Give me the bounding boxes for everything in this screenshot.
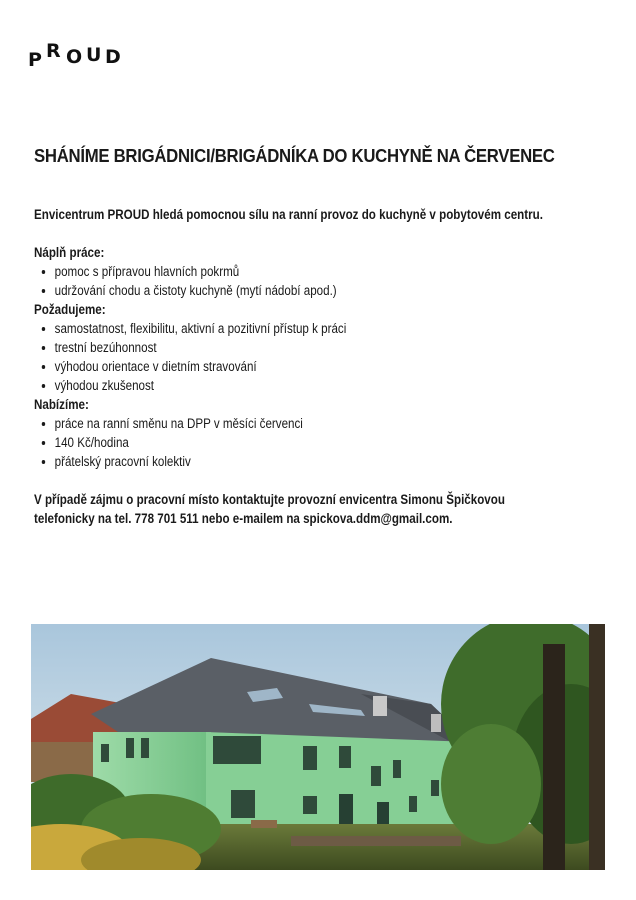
offer-list [34, 414, 559, 471]
contact-line-2: telefonicky na tel. 778 701 511 nebo e-mailem na spickova.ddm@gmail.com. [34, 511, 453, 526]
duties-list [34, 262, 559, 300]
list-item: • udržování chodu a čistoty kuchyně (mytí nádobí apod.) [55, 281, 559, 300]
window [409, 796, 417, 812]
list-item: • přátelský pracovní kolektiv [55, 452, 559, 471]
tree-trunk [589, 624, 605, 870]
section-duties [34, 243, 559, 300]
window [431, 780, 439, 796]
window [126, 738, 134, 758]
window [101, 744, 109, 762]
proud-logo [28, 40, 124, 70]
path [291, 836, 461, 846]
logo-letter: D [105, 46, 121, 68]
chimney [431, 714, 441, 732]
section-requirements [34, 300, 559, 395]
window [339, 746, 351, 768]
chimney [373, 696, 387, 716]
tree-canopy [441, 724, 541, 844]
intro-text: Envicentrum PROUD hledá pomocnou sílu na ranní provoz do kuchyně v pobytovém centru. [34, 207, 543, 222]
contact-line-1: V případě zájmu o pracovní místo kontaktujte provozní envicentra Simonu Špičkovou [34, 492, 505, 507]
window [231, 790, 255, 818]
section-offer [34, 395, 559, 471]
bench [251, 820, 277, 828]
list-item: • trestní bezúhonnost [55, 338, 559, 357]
logo-letter: R [46, 40, 61, 62]
door [339, 794, 353, 828]
contact-text [34, 490, 559, 528]
window [141, 738, 149, 758]
list-item: • 140 Kč/hodina [55, 433, 559, 452]
logo-letter: P [28, 49, 42, 71]
building-illustration [31, 624, 605, 870]
list-item: • práce na ranní směnu na DPP v měsíci červenci [55, 414, 559, 433]
tree-trunk [543, 644, 565, 870]
list-item: • samostatnost, flexibilitu, aktivní a pozitivní přístup k práci [55, 319, 559, 338]
requirements-list [34, 319, 559, 395]
window [303, 796, 317, 814]
logo-letter: U [86, 44, 102, 66]
section-title: Požadujeme: [34, 302, 106, 317]
building-photo [31, 624, 605, 870]
window [371, 766, 381, 786]
job-ad-body [34, 205, 559, 528]
page-title: SHÁNÍME BRIGÁDNICI/BRIGÁDNÍKA DO KUCHYNĚ NA ČERVENEC [34, 146, 555, 166]
window [213, 736, 261, 764]
window [393, 760, 401, 778]
logo-letter: O [66, 46, 83, 68]
section-title: Náplň práce: [34, 245, 105, 260]
list-item: • výhodou zkušenost [55, 376, 559, 395]
section-title: Nabízíme: [34, 397, 89, 412]
list-item: • výhodou orientace v dietním stravování [55, 357, 559, 376]
list-item: • pomoc s přípravou hlavních pokrmů [55, 262, 559, 281]
window [303, 746, 317, 770]
